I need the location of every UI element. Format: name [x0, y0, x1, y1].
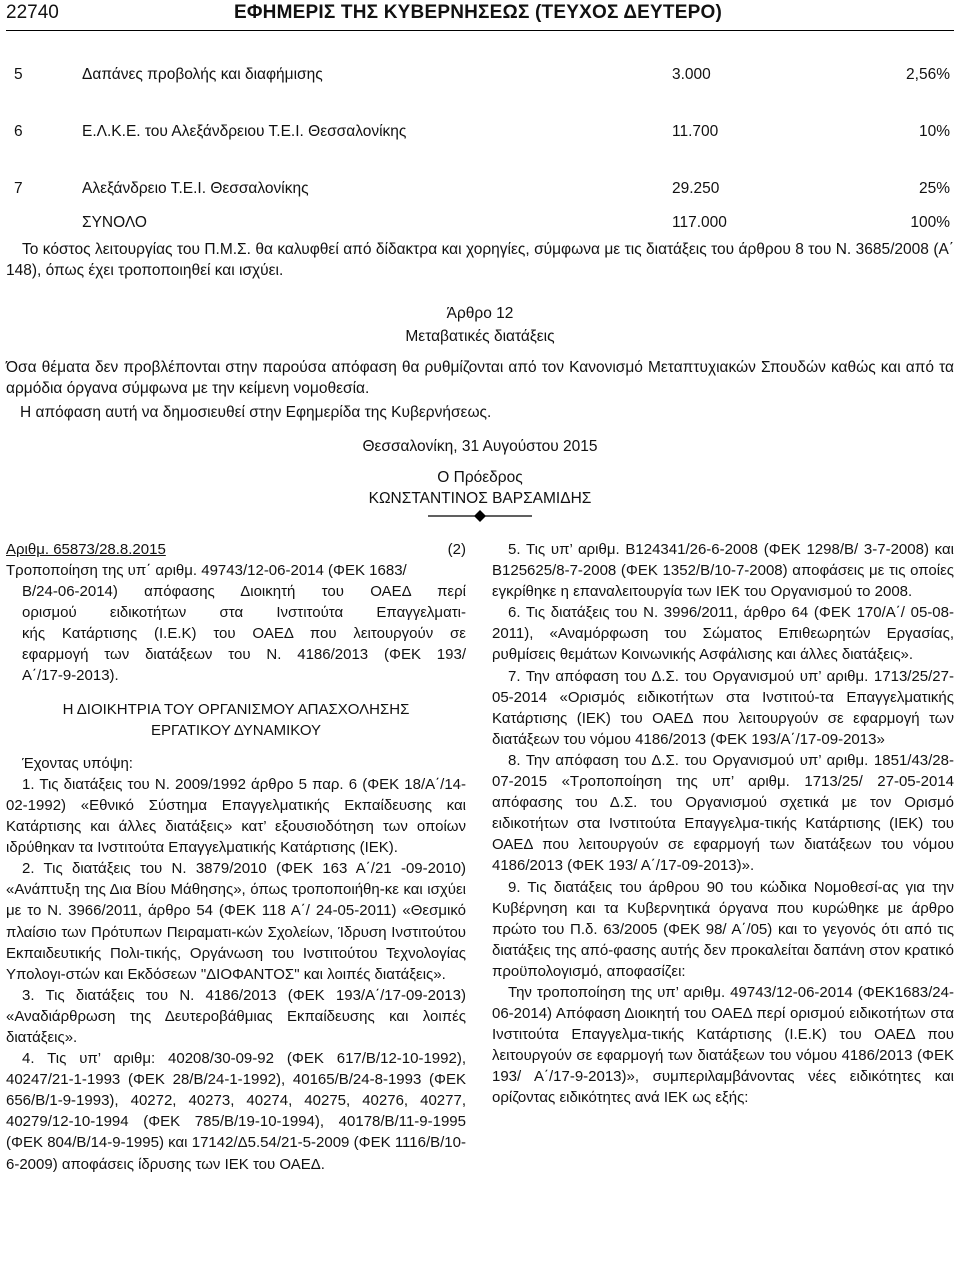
considerations-item: 8. Την απόφαση του Δ.Σ. του Οργανισμού υπ’ αριθμ. 1851/43/28-07-2015 «Τροποποίηση της υπ’ αριθμ. 1713/25/ 27-05-2014 απόφασης του Δ.Σ. του Οργανισμού σχετικά με τον Ορισμό ειδικοτήτων στα Ινστιτούτα Επαγγελμα-τικής Κατάρτισης (ΙΕΚ) του ΟΑΕΔ που λειτουργούν σε εφαρμογή των διατάξεων του νόμου 4186/2013 (ΦΕΚ 193/ Α΄/17-09-2013)». [492, 751, 954, 875]
signer-name: ΚΩΝΣΤΑΝΤΙΝΟΣ ΒΑΡΣΑΜΙΔΗΣ [368, 490, 592, 507]
place-date: Θεσσαλονίκη, 31 Αυγούστου 2015 [362, 438, 598, 455]
considerations-item: 3. Τις διατάξεις του Ν. 4186/2013 (ΦΕΚ 193/Α΄/17-09-2013) «Αναδιάρθρωση της Δευτεροβάθμιας Εκπαίδευσης και λοιπές διατάξεις». [6, 986, 466, 1046]
authority-title: Η ΔΙΟΙΚΗΤΡΙΑ ΤΟΥ ΟΡΓΑΝΙΣΜΟΥ ΑΠΑΣΧΟΛΗΣΗΣ [62, 700, 410, 718]
article-title: Μεταβατικές διατάξεις [405, 328, 555, 345]
row-number: 5 [14, 66, 23, 83]
decision-amendment: Την τροποποίηση της υπ’ αριθμ. 49743/12-06-2014 (ΦΕΚ1683/24-06-2014) Απόφαση Διοικητή του ΟΑΕΔ περί ορισμού ειδικοτήτων στα Ινστιτούτα Επαγγελμα-τικής Κατάρτισης (Ι.Ε.Κ) του ΟΑΕΔ που λειτουργούν σε εφαρμογή των διατάξεων του νόμου 4186/2013 (ΦΕΚ 193/ Α΄/17-9-2013)», συμπεριλαμβάνοντας νέες ειδικότητες και ορίζοντας ειδικότητες ανά ΙΕΚ ως εξής: [492, 983, 954, 1107]
article-number: Άρθρο 12 [446, 305, 514, 322]
left-column [6, 539, 466, 1175]
decision-reference [6, 539, 466, 560]
row-description: Αλεξάνδρειο Τ.Ε.Ι. Θεσσαλονίκης [82, 180, 309, 197]
section-separator [428, 510, 532, 522]
considerations-item: 2. Τις διατάξεις του Ν. 3879/2010 (ΦΕΚ 163 Α΄/21 -09-2010) «Ανάπτυξη της Δια Βίου Μάθησης», όπως τροποποιήθη-κε και ισχύει με το Ν. 3966/2011, άρθρο 54 (ΦΕΚ 118 Α΄/ 24-05-2011) «Θεσμικό πλαίσιο των Πρότυπων Πειραματι-κών Σχολείων, Ίδρυση Ινστιτούτου Εκπαιδευτικής Πολι-τικής, Οργάνωση του Ινστιτούτου Τεχνολογίας Υπολογι-στών και Εκδόσεων "ΔΙΟΦΑΝΤΟΣ" και λοιπές διατάξεις». [6, 860, 466, 983]
table-total-row [6, 212, 954, 236]
table-row [6, 64, 954, 88]
table-row [6, 178, 954, 202]
page-number: 22740 [6, 2, 59, 23]
considerations-item: 9. Τις διατάξεις του άρθρου 90 του κώδικα Νομοθεσί-ας για την Κυβέρνηση και τα Κυβερνητικά όργανα που κυρώθηκε με άρθρο πρώτο του Π.δ. 63/2005 (ΦΕΚ 98/ Α΄/05) και το γεγονός ότι από τις διατάξεις της από-φασης αυτής δεν προκαλείται δαπάνη στον κρατικό προϋπολογισμό, αποφασίζει: [492, 878, 954, 980]
right-column [492, 539, 954, 1109]
cost-note: Το κόστος λειτουργίας του Π.Μ.Σ. θα καλυφθεί από δίδακτρα και χορηγίες, σύμφωνα με τις διατάξεις του άρθρου 8 του Ν. 3685/2008 (Α΄ 148), όπως έχει τροποποιηθεί και ισχύει. [6, 241, 954, 279]
total-label: ΣΥΝΟΛΟ [82, 214, 147, 231]
subject-line: Β/24-06-2014) απόφασης Διοικητή του ΟΑΕΔ περί [22, 583, 466, 601]
row-amount: 29.250 [672, 180, 720, 197]
authority-title: ΕΡΓΑΤΙΚΟΥ ΔΥΝΑΜΙΚΟΥ [150, 721, 322, 739]
subject-line: Α΄/17-9-2013). [22, 667, 119, 685]
subject-line: ορισμού ειδικοτήτων στα Ινστιτούτα Επαγγελματι- [22, 604, 466, 622]
article-text: Όσα θέματα δεν προβλέπονται στην παρούσα απόφαση θα ρυθμίζονται από τον Κανονισμό Μεταπτυχιακών Σπουδών καθώς και από τα αρμόδια όργανα σύμφωνα με την κείμενη νομοθεσία. [6, 359, 954, 397]
page-header [6, 0, 954, 31]
row-description: Ε.Λ.Κ.Ε. του Αλεξάνδρειου Τ.Ε.Ι. Θεσσαλονίκης [82, 123, 407, 140]
subject-line: Τροποποίηση της υπ΄ αριθμ. 49743/12-06-2014 (ΦΕΚ 1683/ [6, 562, 407, 579]
row-percentage: 10% [918, 123, 950, 140]
row-percentage: 2,56% [906, 66, 950, 83]
considerations-item: 1. Τις διατάξεις του Ν. 2009/1992 άρθρο 5 παρ. 6 (ΦΕΚ 18/Α΄/14-02-1992) «Εθνικό Σύστημα Επαγγελματικής Εκπαίδευσης και Κατάρτισης και άλλες διατάξεις» κατ’ εξουσιοδότηση των οποίων ιδρύθηκαν τα Ινστιτούτα Επαγγελματικής Κατάρτισης (ΙΕΚ). [6, 775, 466, 857]
considerations-item: 7. Την απόφαση του Δ.Σ. του Οργανισμού υπ’ αριθμ. 1713/25/27-05-2014 «Ορισμός ειδικοτήτων στα Ινστιτού-τα Επαγγελματικής Κατάρτισης (ΙΕΚ) του ΟΑΕΔ που λειτουργούν σε εφαρμογή των διατάξεων του νόμου 4186/2013 (ΦΕΚ 193/Α΄/17-09-2013» [492, 667, 954, 748]
total-amount: 117.000 [672, 214, 727, 231]
row-description: Δαπάνες προβολής και διαφήμισης [82, 66, 323, 83]
table-row [6, 121, 954, 145]
considerations-item: 6. Τις διατάξεις του Ν. 3996/2011, άρθρο 64 (ΦΕΚ 170/Α΄/ 05-08-2011), «Αναμόρφωση του Σώματος Επιθεωρητών Εργασίας, ρυθμίσεις θεμάτων Κοινωνικής Ασφάλισης και άλλες διατάξεις». [492, 604, 954, 664]
signer-role: Ο Πρόεδρος [437, 469, 523, 486]
subject-line: κής Κατάρτισης (Ι.Ε.Κ) του ΟΑΕΔ που λειτουργούν σε [22, 625, 466, 643]
row-number: 6 [14, 123, 23, 140]
considerations-item: 4. Τις υπ’ αριθμ: 40208/30-09-92 (ΦΕΚ 617/Β/12-10-1992), 40247/21-1-1993 (ΦΕΚ 28/Β/24-1-1992), 40165/Β/24-8-1993 (ΦΕΚ 656/Β/1-9-1993), 40272, 40273, 40274, 40275, 40276, 40277, 40279/12-10-1994 (ΦΕΚ 785/Β/19-10-1994), 40178/Β/11-9-1995 (ΦΕΚ 804/Β/14-9-1995) και 17142/Δ5.54/21-5-2009 (ΦΕΚ 1116/Β/10-6-2009) αποφάσεις ίδρυσης των ΙΕΚ του ΟΑΕΔ. [6, 1050, 466, 1173]
decision-number: Αριθμ. 65873/28.8.2015 [6, 541, 166, 558]
gazette-title: ΕΦΗΜΕΡΙΣ ΤΗΣ ΚΥΒΕΡΝΗΣΕΩΣ (ΤΕΥΧΟΣ ΔΕΥΤΕΡΟ) [234, 2, 722, 23]
subject-line: εφαρμογή των διατάξεων του Ν. 4186/2013 (ΦΕΚ 193/ [22, 646, 466, 664]
decision-subject [6, 560, 466, 687]
considerations-item: 5. Τις υπ’ αριθμ. Β124341/26-6-2008 (ΦΕΚ 1298/Β/ 3-7-2008) και Β125625/8-7-2008 (ΦΕΚ 1352/Β/10-7-2008) αποφάσεις με τις οποίες εγκρίθηκε η επαναλειτουργία των ΙΕΚ του Οργανισμού το 2008. [492, 541, 954, 601]
row-amount: 3.000 [672, 66, 711, 83]
total-percentage: 100% [910, 214, 950, 231]
row-amount: 11.700 [672, 123, 719, 140]
separator-diamond [474, 510, 486, 522]
row-number: 7 [14, 180, 23, 197]
having-regard: Έχοντας υπόψη: [22, 754, 133, 772]
row-percentage: 25% [918, 180, 950, 197]
decision-index: (2) [447, 541, 466, 558]
publication-order: Η απόφαση αυτή να δημοσιευθεί στην Εφημερίδα της Κυβερνήσεως. [20, 404, 492, 421]
